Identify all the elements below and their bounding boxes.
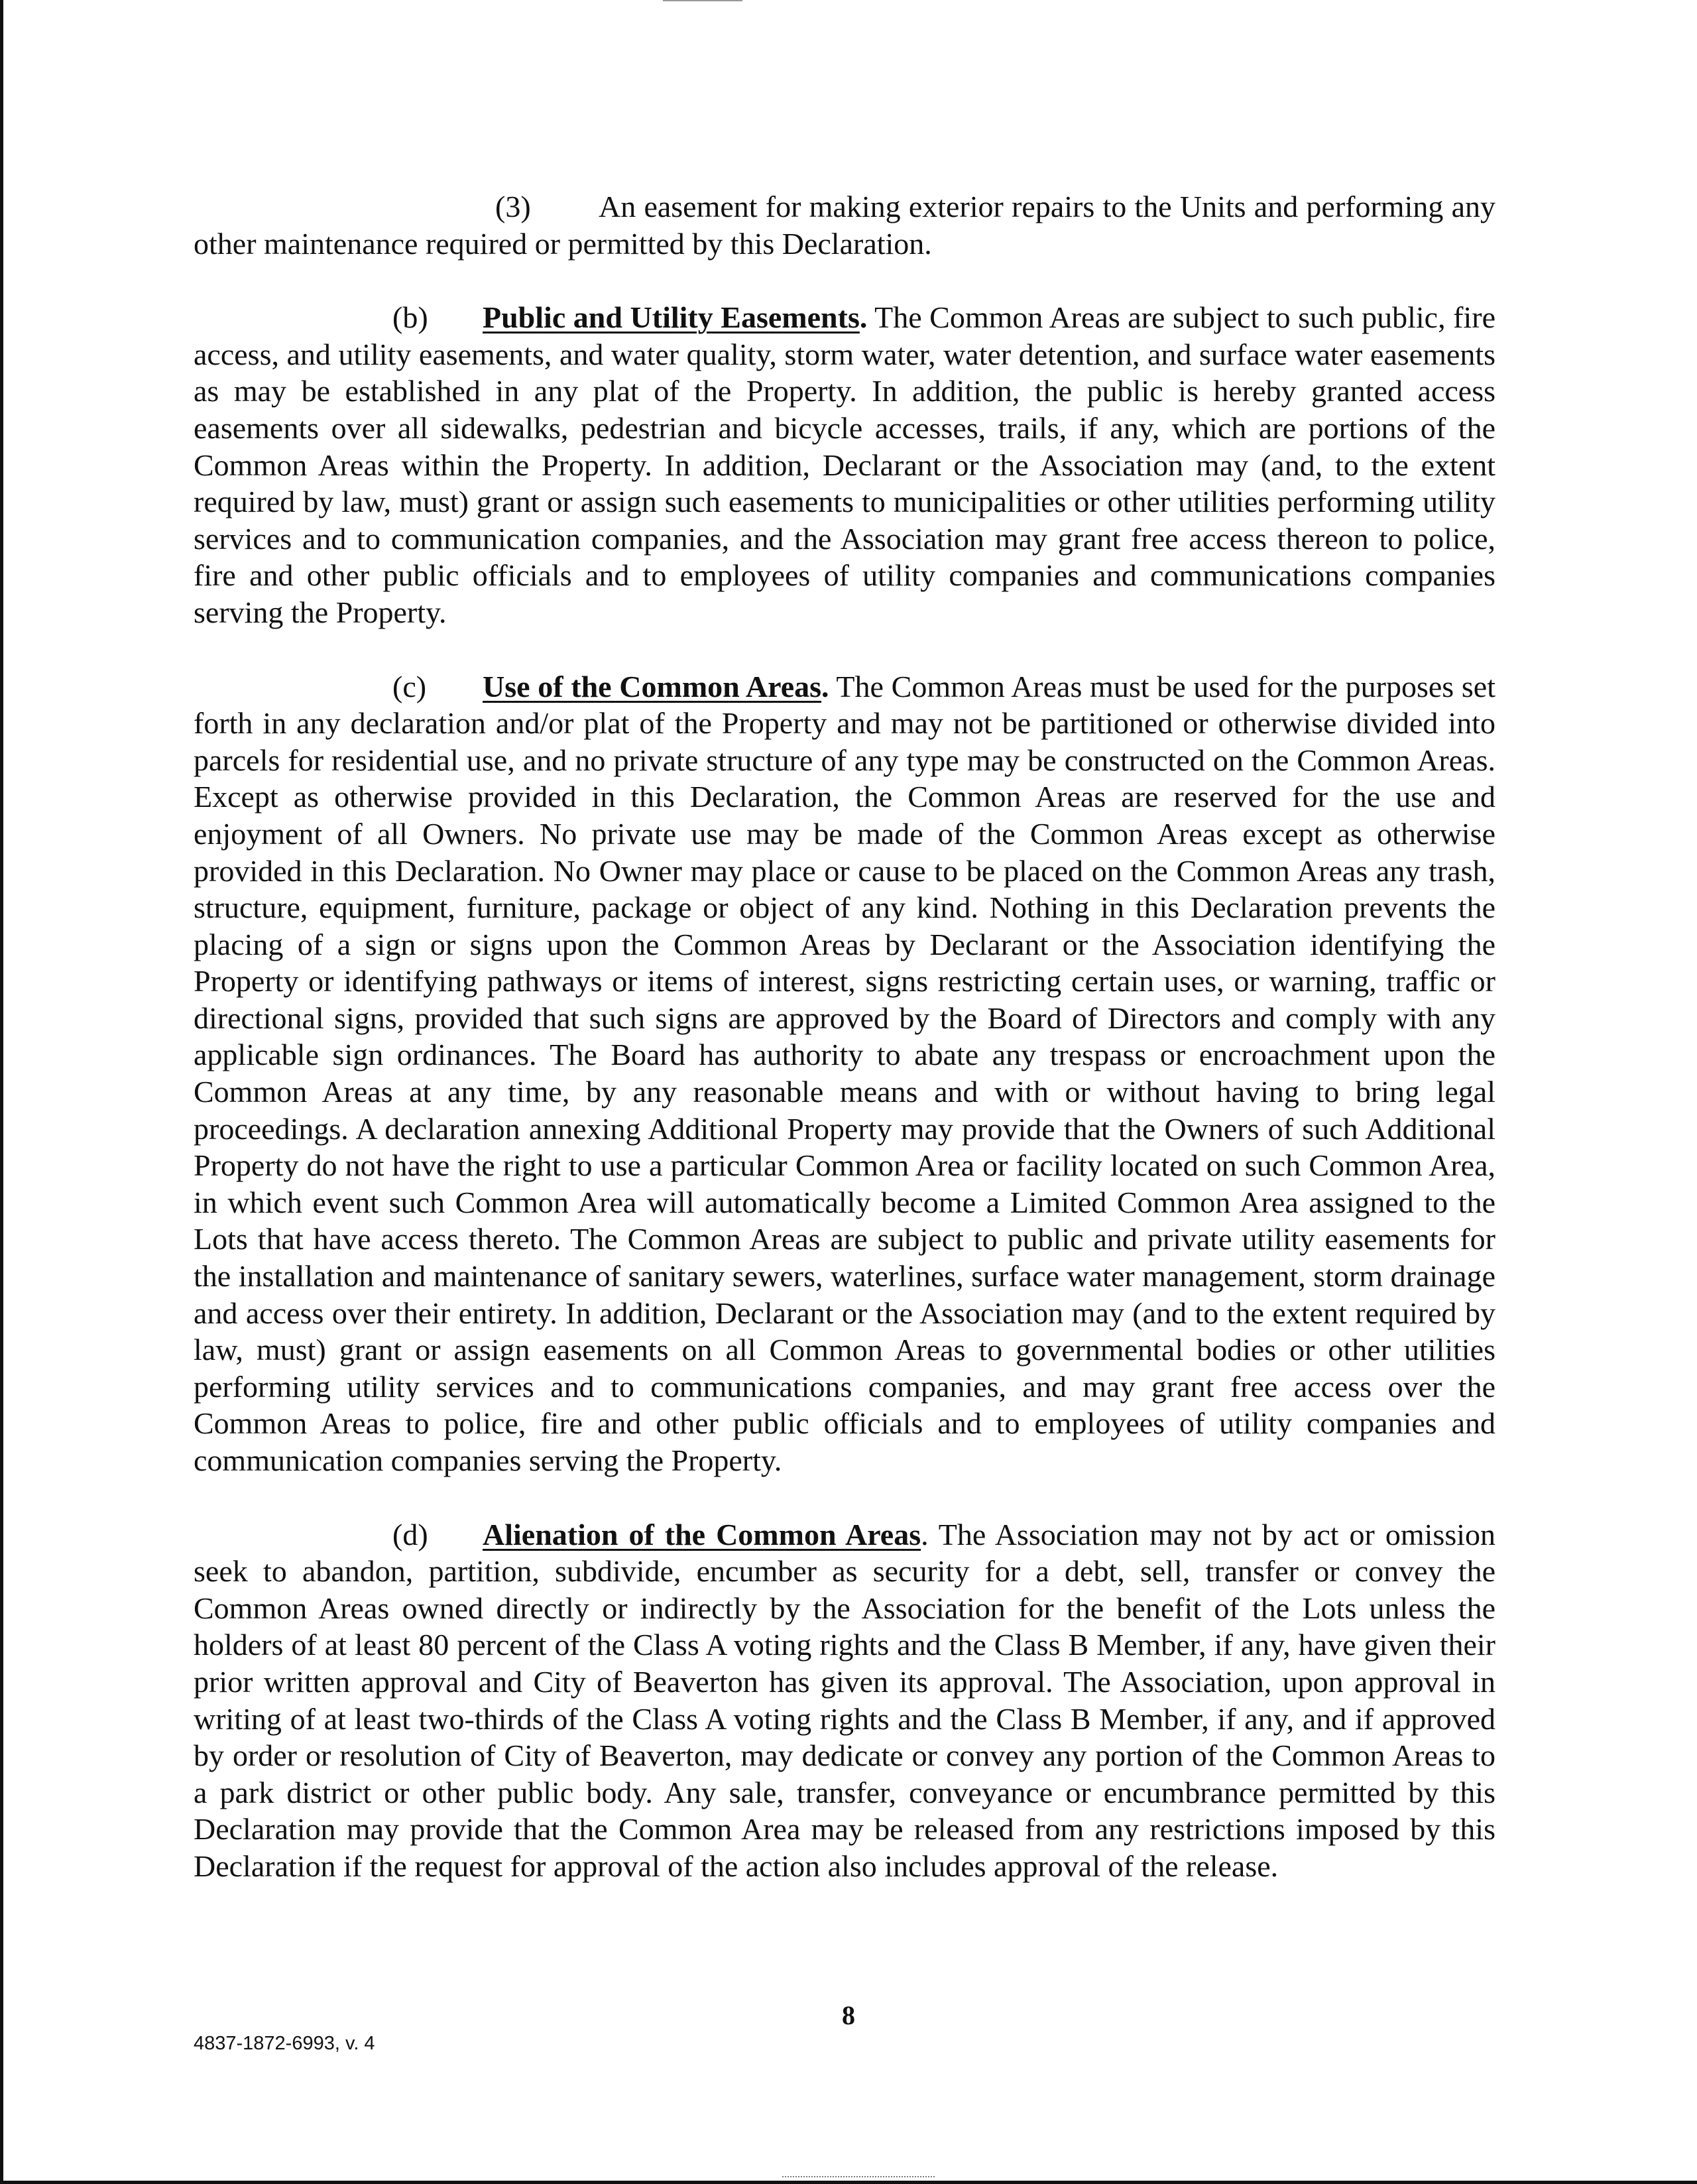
heading-punctuation: .	[859, 300, 868, 335]
paragraph-text: The Association may not by act or omission seek to abandon, partition, subdivide, encumber as security for a debt, sell, transfer or convey the Common Areas owned directly or indirectly by the Association for the benefit of the Lots unless the holders of at least 80 percent of the Class A voting rights and the Class B Member, if any, have given their prior written approval and City of Beaverton has given its approval. The Association, upon approval in writing of at least two-thirds of the Class A voting rights and the Class B Member, if any, and if approved by order or resolution of City of Beaverton, may dedicate or convey any portion of the Common Areas to a park district or other public body. Any sale, transfer, conveyance or encumbrance permitted by this Declaration may provide that the Common Area may be released from any restrictions imposed by this Declaration if the request for approval of the action also includes approval of the release.	[194, 1517, 1496, 1883]
paragraph-text: An easement for making exterior repairs to the Units and performing any other maintenance required or permitted by this Declaration.	[194, 190, 1495, 261]
section-heading: Public and Utility Easements	[483, 300, 860, 335]
heading-punctuation: .	[921, 1517, 929, 1551]
paragraph-marker: (3)	[495, 190, 531, 223]
section-heading: Use of the Common Areas	[483, 669, 822, 703]
page-number: 8	[842, 2000, 855, 2030]
paragraph-3-exterior-repairs	[194, 188, 1495, 262]
document-body	[194, 188, 1495, 1922]
paragraph-marker: (b)	[392, 300, 428, 335]
paragraph-marker: (d)	[392, 1517, 428, 1551]
heading-punctuation: .	[821, 669, 829, 703]
paragraph-text: The Common Areas are subject to such public, fire access, and utility easements, and water quality, storm water, water detention, and surface water easements as may be established in any plat of the Property. In addition, the public is hereby granted access easements over all sidewalks, pedestrian and bicycle accesses, trails, if any, which are portions of the Common Areas within the Property. In addition, Declarant or the Association may (and, to the extent required by law, must) grant or assign such easements to municipalities or other utilities performing utility services and to communication companies, and the Association may grant free access thereon to police, fire and other public officials and to employees of utility companies and communications companies serving the Property.	[194, 300, 1495, 629]
paragraph-c-use-of-common-areas	[194, 668, 1495, 1479]
paragraph-d-alienation-of-common-areas	[194, 1516, 1495, 1885]
scan-top-line	[663, 0, 742, 1]
section-heading: Alienation of the Common Areas	[483, 1517, 921, 1551]
document-id: 4837-1872-6993, v. 4	[194, 2033, 375, 2054]
scan-edge-bottom	[0, 2181, 1697, 2184]
scan-edge-left	[0, 0, 3, 2184]
paragraph-b-public-utility-easements	[194, 299, 1495, 631]
paragraph-text: The Common Areas must be used for the purposes set forth in any declaration and/or plat of the Property and may not be partitioned or otherwise divided into parcels for residential use, and no private structure of any type may be constructed on the Common Areas. Except as otherwise provided in this Declaration, the Common Areas are reserved for the use and enjoyment of all Owners. No private use may be made of the Common Areas except as otherwise provided in this Declaration. No Owner may place or cause to be placed on the Common Areas any trash, structure, equipment, furniture, package or object of any kind. Nothing in this Declaration prevents the placing of a sign or signs upon the Common Areas by Declarant or the Association identifying the Property or identifying pathways or items of interest, signs restricting certain uses, or warning, traffic or directional signs, provided that such signs are approved by the Board of Directors and comply with any applicable sign ordinances. The Board has authority to abate any trespass or encroachment upon the Common Areas at any time, by any reasonable means and with or without having to bring legal proceedings. A declaration annexing Additional Property may provide that the Owners of such Additional Property do not have the right to use a particular Common Area or facility located on such Common Area, in which event such Common Area will automatically become a Limited Common Area assigned to the Lots that have access thereto. The Common Areas are subject to public and private utility easements for the installation and maintenance of sanitary sewers, waterlines, surface water management, storm drainage and access over their entirety. In addition, Declarant or the Association may (and to the extent required by law, must) grant or assign easements on all Common Areas to governmental bodies or other utilities performing utility services and to communications companies, and may grant free access over the Common Areas to police, fire and other public officials and to employees of utility companies and communication companies serving the Property.	[194, 669, 1495, 1477]
scan-bottom-dots	[782, 2176, 935, 2179]
paragraph-marker: (c)	[392, 669, 427, 703]
